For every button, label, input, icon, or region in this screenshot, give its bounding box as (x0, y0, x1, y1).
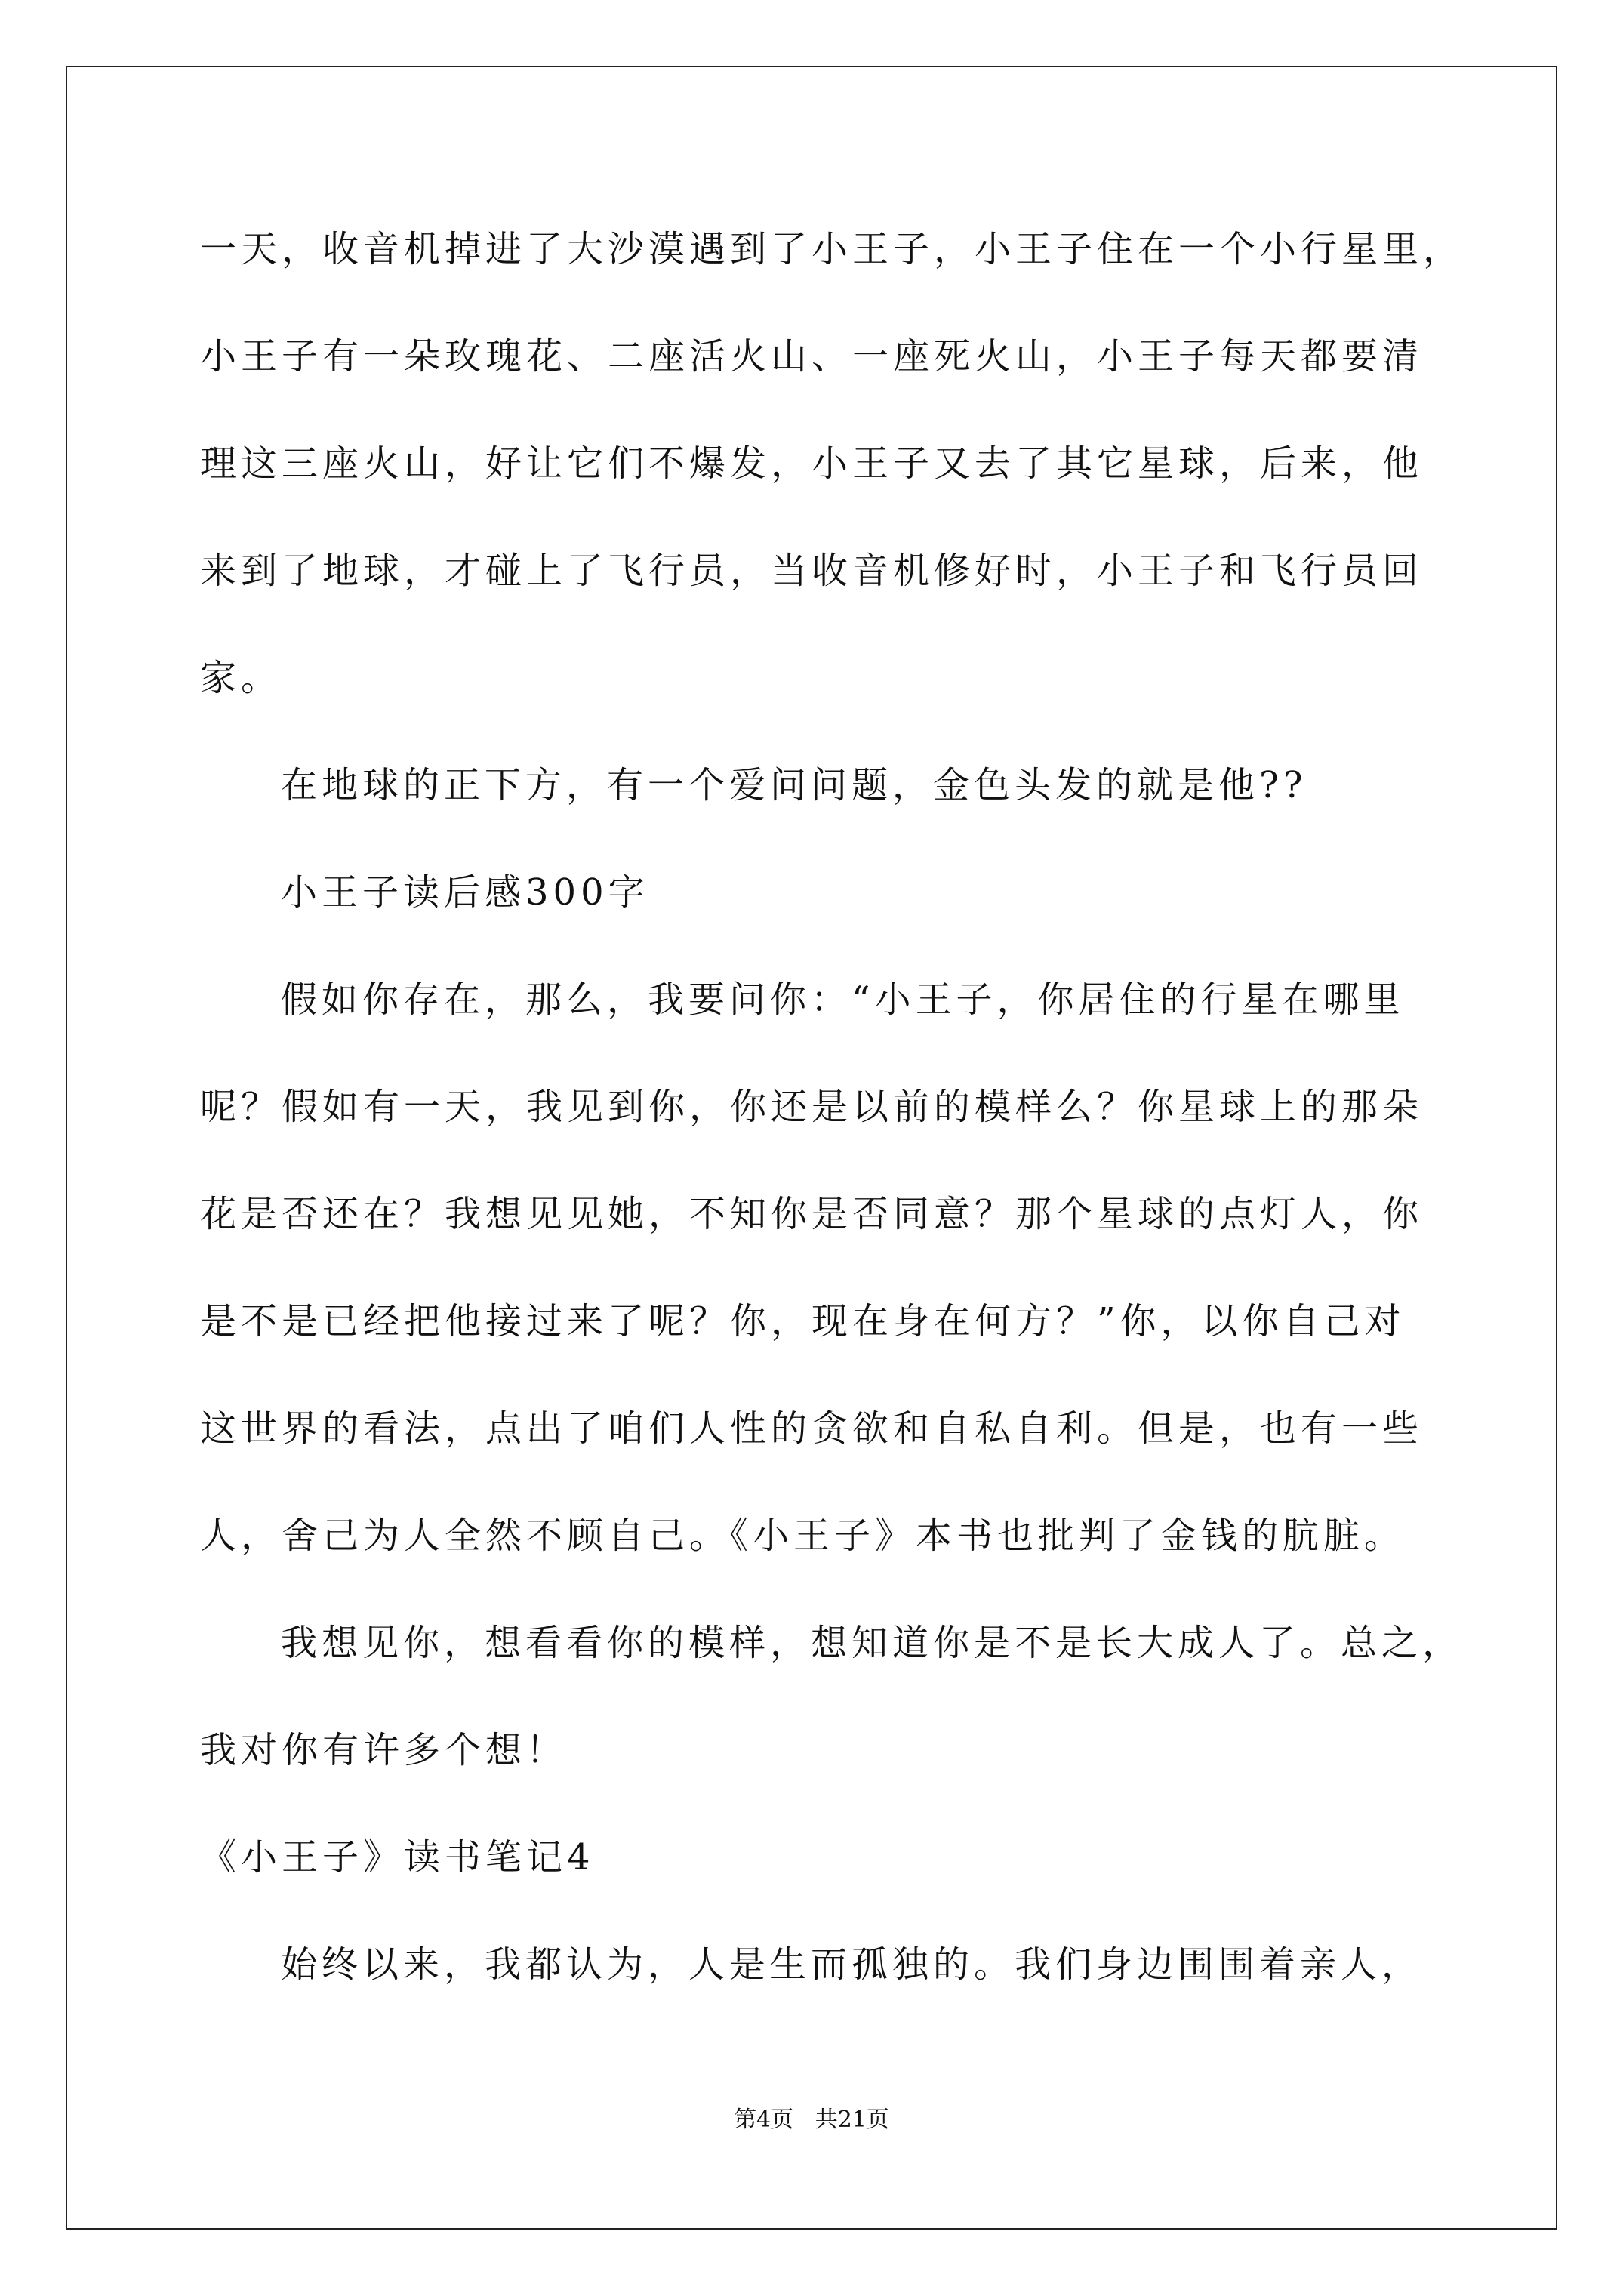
body-line: 来到了地球，才碰上了飞行员，当收音机修好时，小王子和飞行员回 (200, 550, 1424, 592)
body-line: 一天，收音机掉进了大沙漠遇到了小王子，小王子住在一个小行星里， (200, 228, 1464, 270)
body-line: 在地球的正下方，有一个爱问问题，金色头发的就是他?? (281, 764, 1307, 806)
body-line: 呢？假如有一天，我见到你，你还是以前的模样么？你星球上的那朵 (200, 1086, 1424, 1128)
body-line: 假如你存在，那么，我要问你：“小王子，你居住的行星在哪里 (281, 978, 1405, 1021)
body-line: 这世界的看法，点出了咱们人性的贪欲和自私自利。但是，也有一些 (200, 1407, 1424, 1450)
body-line: 小王子有一朵玫瑰花、二座活火山、一座死火山，小王子每天都要清 (200, 335, 1424, 378)
body-line: 始终以来，我都认为，人是生而孤独的。我们身边围围着亲人， (281, 1943, 1423, 1986)
body-line: 我想见你，想看看你的模样，想知道你是不是长大成人了。总之， (281, 1622, 1464, 1664)
body-line: 花是否还在？我想见见她，不知你是否同意？那个星球的点灯人，你 (200, 1193, 1424, 1235)
page-border (66, 66, 1557, 2230)
section-heading: 《小王子》读书笔记4 (200, 1836, 595, 1878)
page-footer: 第4页 共21页 (734, 2106, 889, 2133)
body-line: 是不是已经把他接过来了呢？你，现在身在何方？”你，以你自己对 (200, 1300, 1406, 1342)
body-line: 我对你有许多个想！ (200, 1729, 568, 1771)
section-subtitle: 小王子读后感300字 (281, 871, 649, 914)
body-line: 人，舍己为人全然不顾自己。《小王子》本书也批判了金钱的肮脏。 (200, 1515, 1406, 1557)
body-line: 理这三座火山，好让它们不爆发，小王子又去了其它星球，后来，他 (200, 442, 1424, 485)
body-line: 家。 (200, 657, 282, 699)
